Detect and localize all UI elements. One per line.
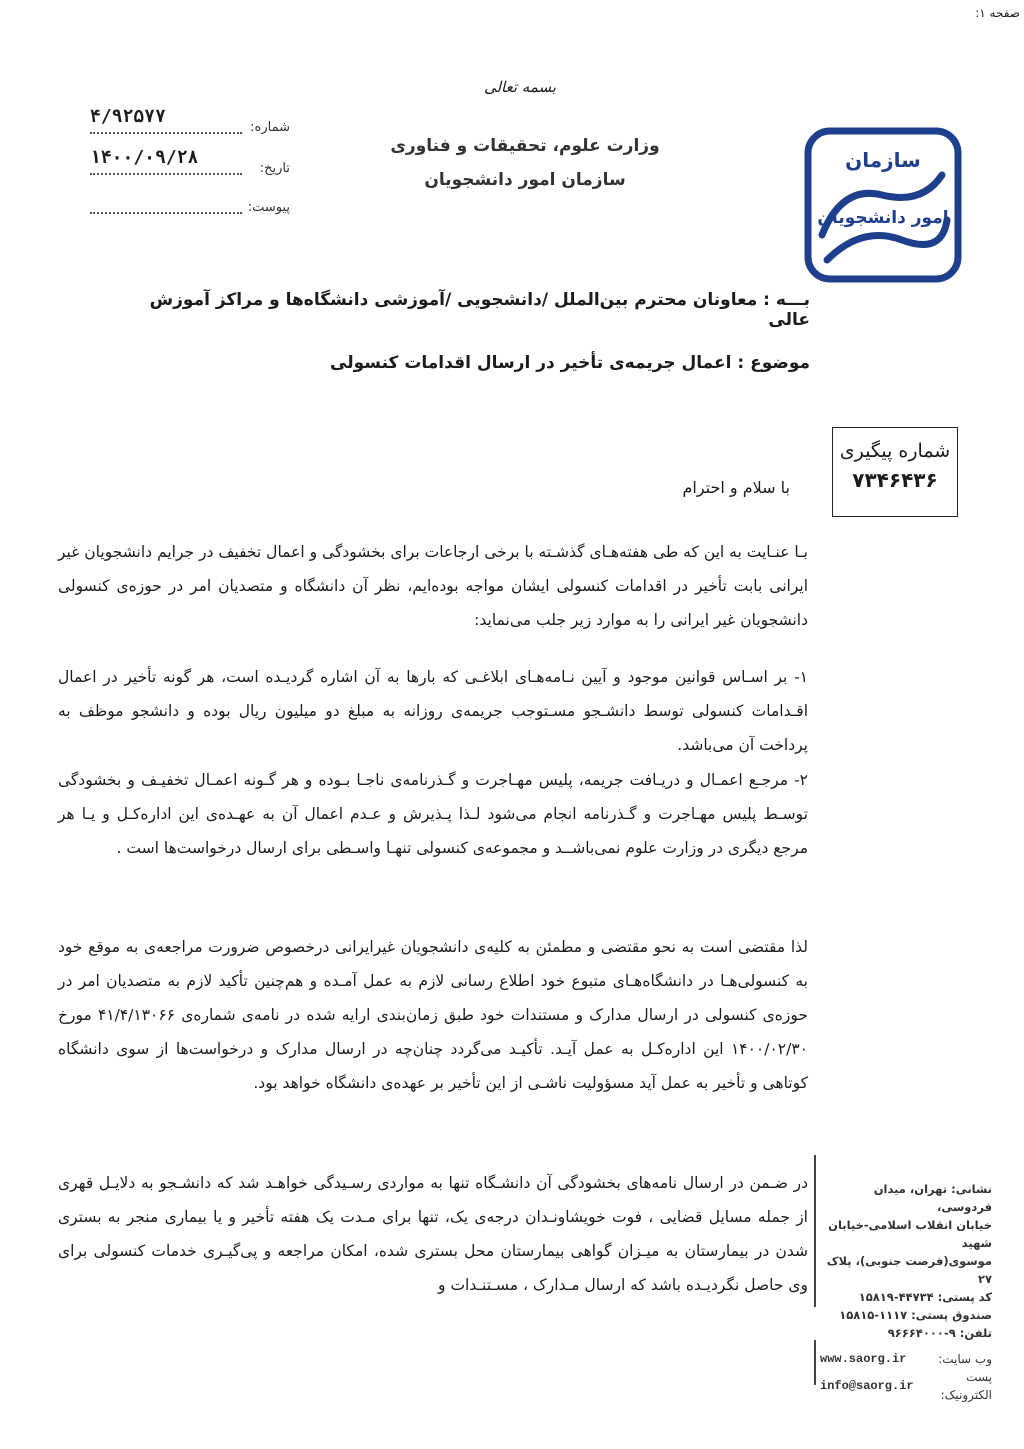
web-block [820,1350,992,1404]
basmala: بسمه تعالی [483,78,557,96]
greeting: با سلام و احترام [682,478,790,497]
address-line-4: کد پستی: ۴۴۷۳۴-۱۵۸۱۹ [858,1290,992,1304]
letter-attachment-dots [90,212,242,214]
address-line-6: تلفن: ۹-۹۶۶۶۴۰۰۰ [887,1326,992,1340]
email-link[interactable]: info@saorg.ir [820,1379,914,1393]
letter-attachment-row [90,196,290,222]
letter-number-value: ۴/۹۲۵۷۷ [90,106,166,127]
address-line-5: صندوق پستی: ۱۱۱۷-۱۵۸۱۵ [839,1308,992,1322]
ministry-name: وزارت علوم، تحقیقات و فناوری [390,136,660,156]
email-label: پست الکترونیک: [940,1370,992,1402]
recipient-line: بـــه : معاونان محترم بین‌الملل /دانشجویی /آموزشی دانشگاه‌ها و مراکز آموزش عالی [149,290,810,330]
address-line-3: موسوی(فرصت جنوبی)، پلاک ۲۷ [826,1254,992,1286]
body-paragraph-1: بـا عنـایت به این که طی هفته‌هـای گذشـته با برخی ارجاعات برای بخشودگی و اعمال تخفیف در جرایم دانشجویان غیر ایرانی بابت تأخیر در اقدامات کنسولی ایشان مواجه بوده‌ایم، نظر آن دانشگاه و متصدیان امر در حوزه‌ی کنسولی دانشجویان غیر ایرانی را به موارد زیر جلب می‌نماید: [58,543,808,629]
letter-number-dots [90,132,242,134]
letter-date-row [90,147,290,183]
organization-name: سازمان امور دانشجویان [424,170,626,190]
letter-date-dots [90,173,242,175]
body-paragraph-2: ۱- بر اسـاس قوانین موجود و آیین نـامه‌هـای ابلاغـی که بارها به آن اشاره گردیـده است، هر گونه تأخیر در اعمال اقـدامات کنسولی توسط دانشـجو مسـتوجب جریمه‌ی روزانه به مبلغ دو میلیون ریال بوده و دانشجو موظف به پرداخت آن می‌باشد. [58,668,808,754]
logo-text-mid: امور دانشجویان [817,208,949,228]
website-link[interactable]: www.saorg.ir [820,1352,907,1366]
address-line-1: نشانی: تهران، میدان فردوسی، [873,1182,992,1214]
letter-number-label: شماره: [250,120,290,135]
body-paragraph-3: ۲- مرجـع اعمـال و دریـافت جریمه، پلیس مهـاجرت و گـذرنامه‌ی ناجـا بـوده و هر گـونه اعمـال تخفیـف و بخشودگی توسـط پلیس مهـاجرت و گـذرنامه انجام می‌شود لـذا پـذیرش و عـدم اعمال آن به عهـده‌ی این اداره‌کـل و یـا هر مرجع دیگری در وزارت علوم نمی‌باشــد و مجموعه‌ی کنسولی تنهـا واسـطی برای ارسال درخواست‌ها است . [58,771,808,857]
letter-date-label: تاریخ: [259,161,290,176]
address-divider [814,1155,816,1307]
tracking-box [832,427,958,517]
letter-date-value: ۱۴۰۰/۰۹/۲۸ [90,147,199,168]
logo-text-top: سازمان [845,148,921,172]
letter-attachment-label: پیوست: [247,200,290,215]
letter-number-row [90,106,290,142]
tracking-number: ۷۳۴۶۴۳۶ [852,468,938,492]
body-paragraph-4: لذا مقتضی است به نحو مقتضی و مطمئن به کلیه‌ی دانشجویان غیرایرانی درخصوص ضرورت مراجعه‌ی به موقع خود به کنسولی‌هـا در دانشگاه‌هـای متبوع خود اطلاع رسانی لازم به عمل آمـده و هم‌چنین تأکید لازم به متصدیان امر در حوزه‌ی کنسولی در ارسال مدارک و مستندات خود طبق زمان‌بندی ارایه شده در نامه‌ی شماره‌ی ۴۱/۴/۱۳۰۶۶ مورخ ۱۴۰۰/۰۲/۳۰ این اداره‌کـل به عمل آیـد. تأکیـد می‌گردد چنان‌چه در ارسال مدارک و درخواست‌ها از سوی دانشگاه کوتاهی و تأخیر به عمل آید مسؤولیت ناشـی از این تأخیر بر عهده‌ی دانشگاه خواهد بود. [58,938,808,1092]
tracking-label: شماره پیگیری [839,440,951,462]
address-line-2: خیابان انقلاب اسلامی-خیابان شهید [828,1218,992,1250]
body-paragraph-5: در ضـمن در ارسال نامه‌های بخشودگی آن دانشـگاه تنها به مواردی رسـیدگی خواهـد شد که دانشـجو به دلایـل قهری از جمله مسایل قضایی ، فوت خویشاونـدان درجه‌ی یک، تنها برای مـدت یک هفته تأخیر و یا بیماری منجر به بستری شدن در بیمارستان به میـزان گواهی بیمارستان محل بستری شده، امکان مراجعه و پی‌گیـری خدمات کنسولی برای وی حاصل نگردیـده باشد که ارسال مـدارک ، مسـتنـدات و [58,1174,808,1294]
organization-logo [802,125,964,285]
page-number: صفحه ۱: [975,6,1020,20]
subject-line: موضوع : اعمال جریمه‌ی تأخیر در ارسال اقدامات کنسولی [330,353,810,373]
web-divider [814,1340,816,1385]
address-block [822,1180,992,1342]
website-label: وب سایت: [938,1352,992,1366]
